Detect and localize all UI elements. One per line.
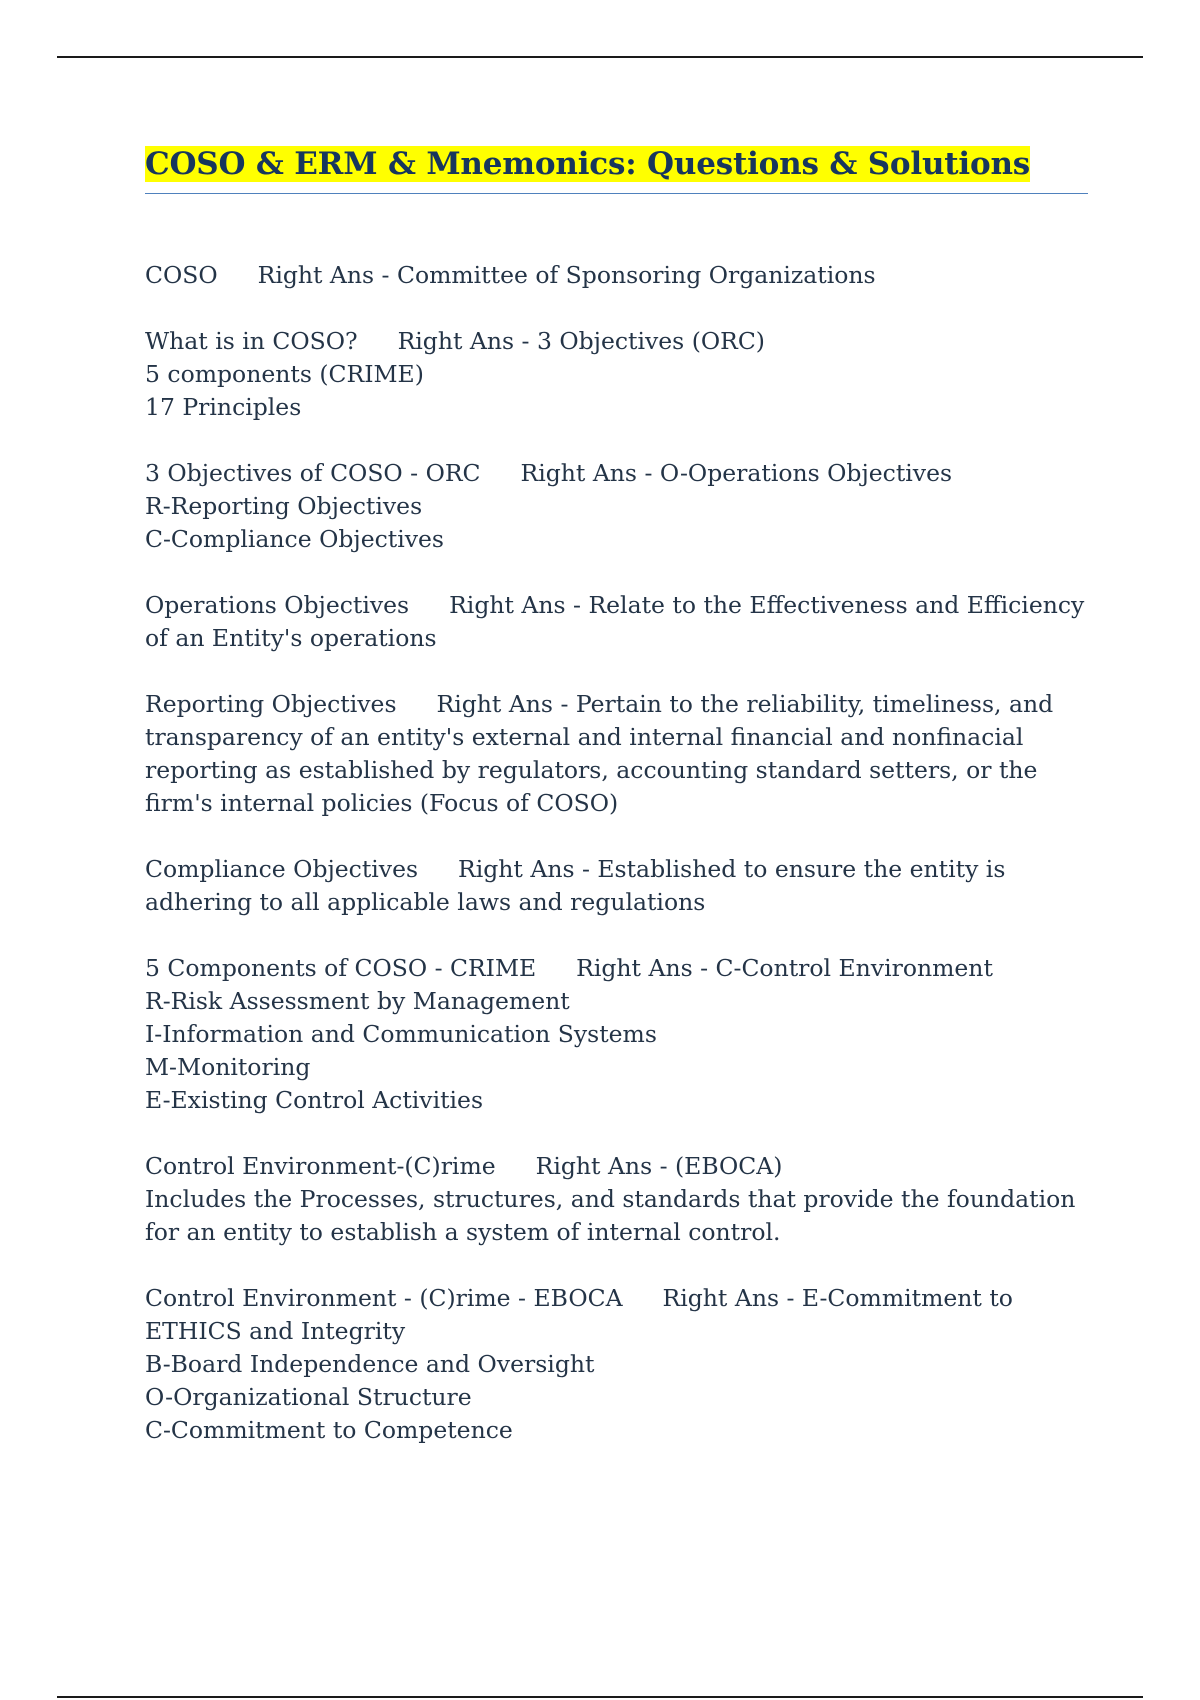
answer-line: E-Existing Control Activities (145, 1086, 484, 1114)
answer-text: Right Ans - Relate to the Effectiveness and Efficiency of an Entity's operations (145, 591, 1085, 652)
answer-line: B-Board Independence and Oversight (145, 1350, 595, 1378)
question-text: Operations Objectives (145, 591, 410, 619)
qa-item (145, 589, 1095, 655)
footer-rule (57, 1696, 1143, 1698)
answer-text: Right Ans - 3 Objectives (ORC) (397, 327, 765, 355)
header-rule (57, 56, 1143, 58)
answer-line: 5 components (CRIME) (145, 360, 424, 388)
question-text: Control Environment-(C)rime (145, 1152, 496, 1180)
title-block (145, 143, 1088, 194)
answer-text: Right Ans - (EBOCA) (535, 1152, 783, 1180)
qa-first-line (145, 688, 1095, 820)
qa-item (145, 1150, 1095, 1249)
answer-line: I-Information and Communication Systems (145, 1020, 657, 1048)
qa-first-line (145, 1282, 1095, 1348)
answer-line: R-Reporting Objectives (145, 492, 423, 520)
question-text: Reporting Objectives (145, 690, 397, 718)
answer-text: Right Ans - C-Control Environment (576, 954, 993, 982)
qa-first-line (145, 1150, 1095, 1183)
qa-item (145, 1282, 1095, 1447)
answer-line: M-Monitoring (145, 1053, 311, 1081)
qa-item (145, 325, 1095, 424)
answer-line: R-Risk Assessment by Management (145, 987, 570, 1015)
answer-text: Right Ans - Pertain to the reliability, timeliness, and transparency of an entity's external and internal financial and nonfinacial reporting as established by regulators, accounting standard setters, or the firm's internal policies (Focus of COSO) (145, 690, 1054, 817)
answer-line: C-Compliance Objectives (145, 525, 444, 553)
question-text: What is in COSO? (145, 327, 358, 355)
answer-line: O-Organizational Structure (145, 1383, 472, 1411)
answer-text: Right Ans - Committee of Sponsoring Organizations (257, 261, 876, 289)
qa-first-line (145, 325, 1095, 358)
question-text: 3 Objectives of COSO - ORC (145, 459, 481, 487)
question-text: COSO (145, 261, 218, 289)
qa-first-line (145, 259, 1095, 292)
qa-first-line (145, 853, 1095, 919)
qa-first-line (145, 952, 1095, 985)
question-text: Control Environment - (C)rime - EBOCA (145, 1284, 623, 1312)
question-text: 5 Components of COSO - CRIME (145, 954, 537, 982)
qa-first-line (145, 457, 1095, 490)
qa-first-line (145, 589, 1095, 655)
answer-text: Right Ans - O-Operations Objectives (520, 459, 953, 487)
answer-text: Right Ans - E-Commitment to ETHICS and Integrity (145, 1284, 1013, 1345)
answer-line: C-Commitment to Competence (145, 1416, 513, 1444)
qa-item (145, 853, 1095, 919)
qa-item (145, 688, 1095, 820)
answer-line: 17 Principles (145, 393, 302, 421)
qa-item (145, 457, 1095, 556)
qa-item (145, 952, 1095, 1117)
qa-item (145, 259, 1095, 292)
answer-text: Right Ans - Established to ensure the entity is adhering to all applicable laws and regulations (145, 855, 1006, 916)
qa-list (145, 259, 1095, 1480)
answer-line: Includes the Processes, structures, and standards that provide the foundation for an entity to establish a system of internal control. (145, 1185, 1076, 1246)
document-title: COSO & ERM & Mnemonics: Questions & Solutions (145, 146, 1031, 182)
question-text: Compliance Objectives (145, 855, 419, 883)
